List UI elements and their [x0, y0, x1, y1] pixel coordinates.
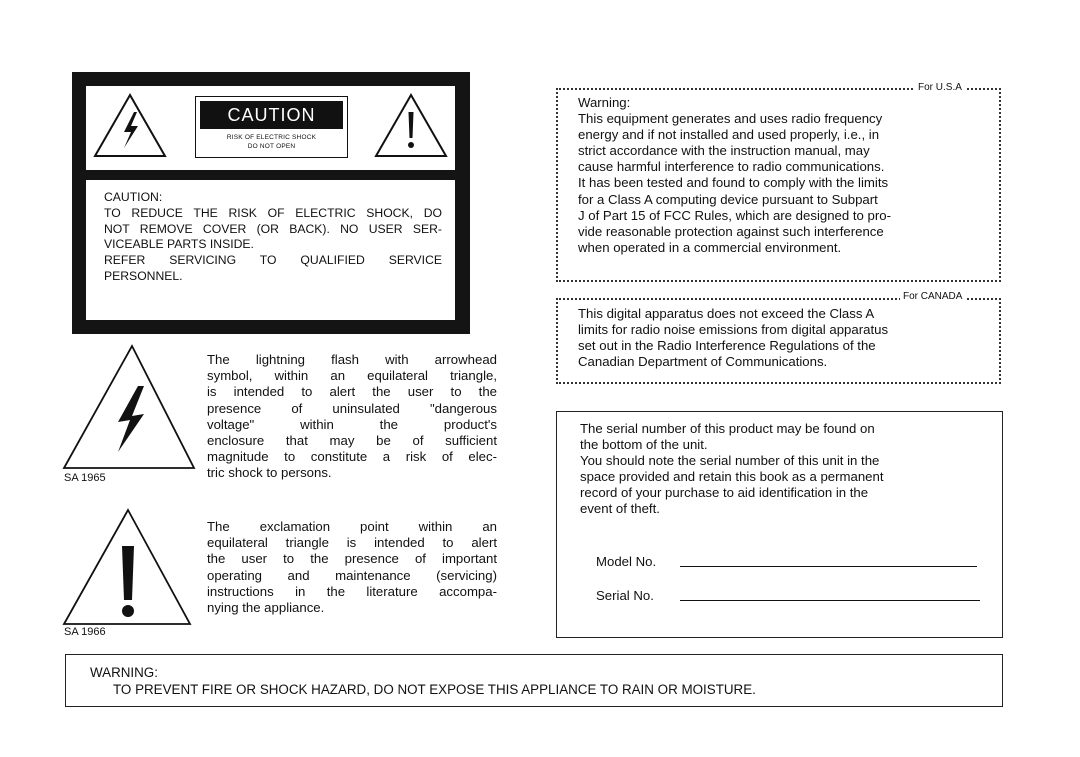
symbol-code: SA 1966: [64, 626, 106, 638]
symbol-code: SA 1965: [64, 472, 106, 484]
caution-line: VICEABLE PARTS INSIDE.: [104, 237, 254, 252]
canada-notice-text: [578, 306, 888, 370]
text-line: You should note the serial number of this unit in the: [580, 453, 880, 469]
text-line: energy and if not installed and used properly, i.e., in: [578, 127, 880, 143]
text-line: for a Class A computing device pursuant to Subpart: [578, 191, 878, 207]
text-line: operating and maintenance (servicing): [207, 567, 497, 583]
caution-line: REFER SERVICING TO QUALIFIED SERVICE: [104, 253, 442, 268]
caution-line: NOT REMOVE COVER (OR BACK). NO USER SER-: [104, 221, 442, 236]
text-line: equilateral triangle is intended to alert: [207, 535, 497, 551]
caution-line: PERSONNEL.: [104, 268, 183, 283]
text-line: enclosure that may be of sufficient: [207, 433, 497, 449]
canada-notice-tag: For CANADA: [900, 291, 965, 303]
model-number-field[interactable]: [680, 566, 977, 567]
text-line: tric shock to persons.: [207, 465, 332, 481]
text-line: limits for radio noise emissions from digital apparatus: [578, 322, 889, 338]
caution-line: CAUTION:: [104, 190, 163, 204]
text-line: It has been tested and found to comply with the limits: [578, 175, 889, 191]
exclamation-symbol-text: [207, 519, 497, 616]
caution-tag: [195, 96, 348, 158]
text-line: presence of uninsulated "dangerous: [207, 400, 497, 416]
caution-tag-title: CAUTION: [200, 101, 343, 129]
caution-line: TO REDUCE THE RISK OF ELECTRIC SHOCK, DO: [104, 205, 442, 220]
serial-number-label: Serial No.: [596, 588, 654, 603]
text-line: vide reasonable protection against such interference: [578, 223, 884, 239]
text-line: strict accordance with the instruction manual, may: [578, 143, 870, 159]
text-line: J of Part 15 of FCC Rules, which are designed to pro-: [578, 207, 891, 223]
text-line: set out in the Radio Interference Regulations of the: [578, 338, 876, 354]
text-line: the user to the presence of important: [207, 551, 497, 567]
text-line: when operated in a commercial environment.: [578, 239, 842, 255]
serial-box-text: [580, 421, 884, 518]
usa-notice-tag: For U.S.A: [915, 82, 965, 94]
text-line: Canadian Department of Communications.: [578, 354, 828, 370]
exclamation-symbol-icon: [60, 506, 198, 628]
caution-tag-line: DO NOT OPEN: [247, 143, 296, 150]
caution-text: [104, 190, 442, 285]
warning-text: TO PREVENT FIRE OR SHOCK HAZARD, DO NOT EXPOSE THIS APPLIANCE TO RAIN OR MOISTURE.: [113, 682, 756, 697]
caution-tag-line: RISK OF ELECTRIC SHOCK: [226, 134, 317, 141]
text-line: symbol, within an equilateral triangle,: [207, 368, 497, 384]
lightning-symbol-icon: [60, 342, 198, 472]
text-line: nying the appliance.: [207, 600, 325, 616]
text-line: magnitude to constitute a risk of elec-: [207, 449, 497, 465]
text-line: Warning:: [578, 95, 631, 110]
exclamation-warning-icon: [373, 92, 449, 160]
serial-number-field[interactable]: [680, 600, 980, 601]
text-line: This digital apparatus does not exceed the Class A: [578, 306, 875, 321]
text-line: The exclamation point within an: [207, 519, 497, 534]
text-line: the bottom of the unit.: [580, 437, 708, 453]
lightning-warning-icon: [92, 92, 168, 160]
text-line: cause harmful interference to radio communications.: [578, 159, 885, 175]
text-line: This equipment generates and uses radio frequency: [578, 111, 883, 127]
usa-notice-text: [578, 95, 891, 256]
text-line: is intended to alert the user to the: [207, 384, 497, 400]
text-line: event of theft.: [580, 501, 660, 517]
text-line: instructions in the literature accompa-: [207, 583, 497, 599]
text-line: space provided and retain this book as a permanent: [580, 469, 884, 485]
lightning-symbol-text: [207, 352, 497, 482]
warning-title: WARNING:: [90, 665, 158, 680]
text-line: The lightning flash with arrowhead: [207, 352, 497, 367]
text-line: record of your purchase to aid identification in the: [580, 485, 869, 501]
text-line: voltage" within the product's: [207, 416, 497, 432]
warning-box: [65, 654, 1003, 707]
text-line: The serial number of this product may be found on: [580, 421, 875, 436]
model-number-label: Model No.: [596, 554, 657, 569]
